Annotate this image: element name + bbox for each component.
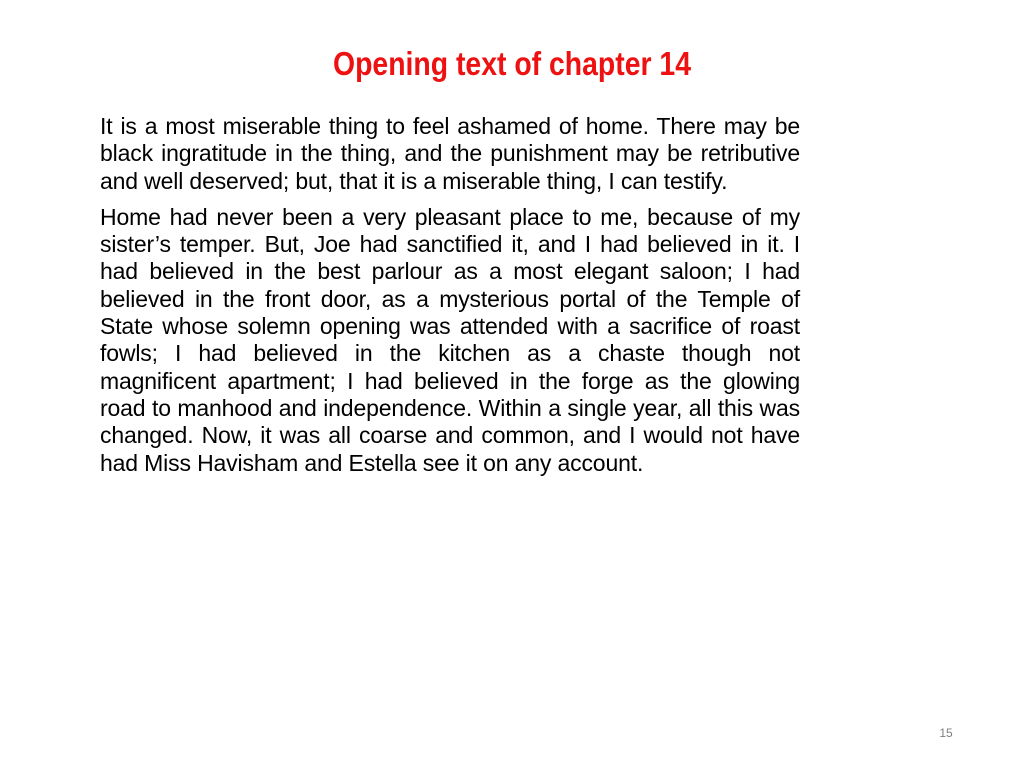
paragraph-1: It is a most miserable thing to feel ashamed of home. There may be black ingratitude in the thing, and the punishment may be retributive and well deserved; but, that it is a miserable thing, I can testify.: [100, 113, 800, 194]
body-text: [100, 113, 800, 486]
paragraph-2: Home had never been a very pleasant place to me, because of my sister’s temper. But, Joe had sanctified it, and I had believed in it. I had believed in the best parlour as a most elegant saloon; I had believed in the front door, as a mysterious portal of the Temple of State whose solemn opening was attended with a sacrifice of roast fowls; I had believed in the kitchen as a chaste though not magnificent apartment; I had believed in the forge as the glowing road to manhood and independence. Within a single year, all this was changed. Now, it was all coarse and common, and I would not have had Miss Havisham and Estella see it on any account.: [100, 203, 800, 476]
page-number: 15: [939, 726, 953, 740]
slide-title: Opening text of chapter 14: [333, 45, 691, 82]
